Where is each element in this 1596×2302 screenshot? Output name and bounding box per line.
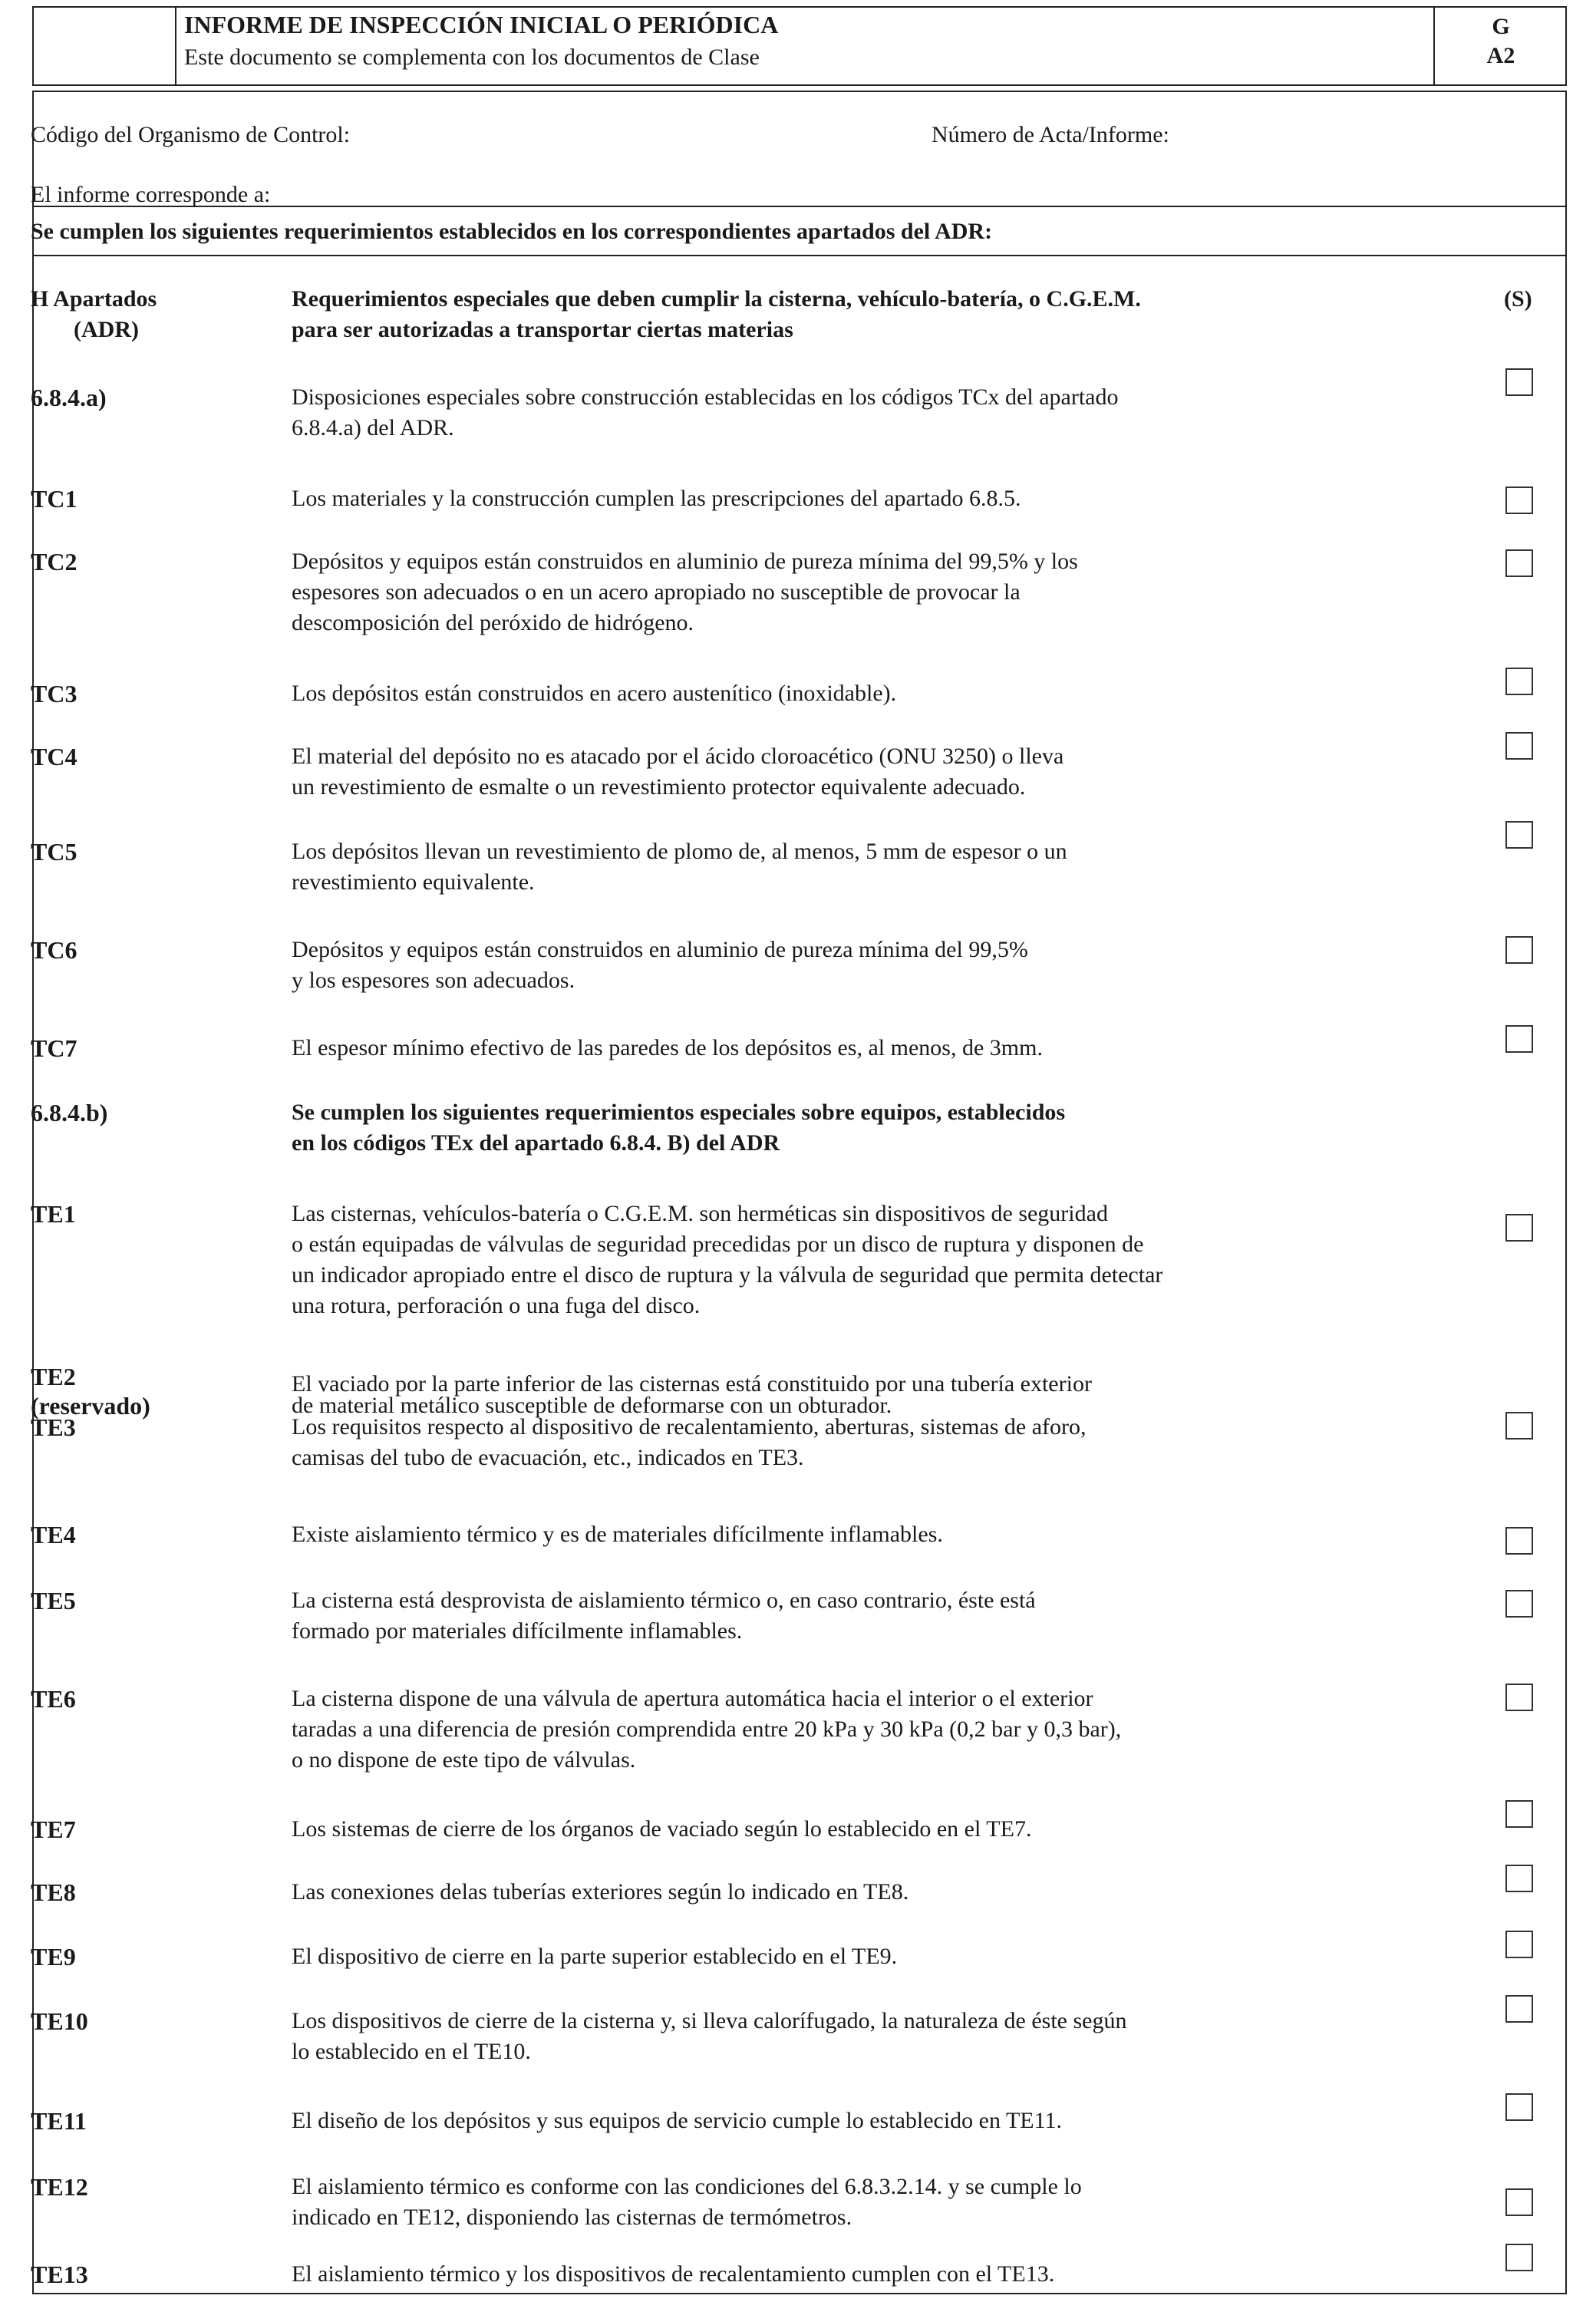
row-text: Las cisternas, vehículos-batería o C.G.E.M. son herméticas sin dispositivos de seguridad	[292, 1201, 1108, 1226]
row-text: El aislamiento térmico es conforme con las condiciones del 6.8.3.2.14. y se cumple lo	[292, 2174, 1082, 2199]
row-text: o están equipadas de válvulas de seguridad precedidas por un disco de ruptura y disponen de	[292, 1232, 1144, 1257]
row-text: La cisterna está desprovista de aislamiento térmico o, en caso contrario, éste está	[292, 1588, 1036, 1613]
checkbox[interactable]	[1505, 2244, 1533, 2271]
requirements-heading: Requerimientos especiales que deben cumplir la cisterna, vehículo-batería, o C.G.E.M.	[292, 286, 1141, 312]
row-code: TE3	[31, 1413, 76, 1441]
row-text: El espesor mínimo efectivo de las paredes de los depósitos es, al menos, de 3mm.	[292, 1035, 1043, 1060]
row-text: Los dispositivos de cierre de la cisterna y, si lleva calorífugado, la naturaleza de éste según	[292, 2008, 1127, 2033]
row-code: TC6	[31, 936, 77, 964]
intro-statement: Se cumplen los siguientes requerimientos establecidos en los correspondientes apartados del ADR:	[31, 219, 993, 244]
row-code: TE9	[31, 1943, 76, 1971]
row-text: en los códigos TEx del apartado 6.8.4. B) del ADR	[292, 1130, 780, 1156]
row-text: un indicador apropiado entre el disco de ruptura y la válvula de seguridad que permita detectar	[292, 1262, 1163, 1288]
checkbox[interactable]	[1505, 1412, 1533, 1440]
row-code: 6.8.4.a)	[31, 384, 107, 411]
row-text: Los materiales y la construcción cumplen las prescripciones del apartado 6.8.5.	[292, 486, 1021, 511]
row-code: TC1	[31, 485, 77, 513]
row-text: Depósitos y equipos están construidos en aluminio de pureza mínima del 99,5% y los	[292, 549, 1078, 574]
document-header	[32, 6, 1567, 86]
checkbox[interactable]	[1505, 1214, 1533, 1242]
checkbox[interactable]	[1505, 668, 1533, 695]
checkbox[interactable]	[1505, 1590, 1533, 1618]
document-subtitle: Este documento se complementa con los documentos de Clase	[184, 45, 760, 70]
checkbox[interactable]	[1505, 1931, 1533, 1958]
row-text: El material del depósito no es atacado por el ácido cloroacético (ONU 3250) o lleva	[292, 744, 1064, 769]
form-code-number: A2	[1486, 43, 1515, 68]
row-text: Existe aislamiento térmico y es de materiales difícilmente inflamables.	[292, 1522, 943, 1547]
row-text: formado por materiales difícilmente inflamables.	[292, 1618, 743, 1644]
row-text: y los espesores son adecuados.	[292, 968, 575, 993]
row-text: Depósitos y equipos están construidos en aluminio de pureza mínima del 99,5%	[292, 937, 1028, 962]
row-text: taradas a una diferencia de presión comprendida entre 20 kPa y 30 kPa (0,2 bar y 0,3 bar),	[292, 1717, 1122, 1742]
divider-line	[32, 255, 1567, 256]
row-text: camisas del tubo de evacuación, etc., indicados en TE3.	[292, 1445, 804, 1470]
row-code: TC5	[31, 838, 77, 866]
row-code: 6.8.4.b)	[31, 1099, 108, 1126]
checkbox[interactable]	[1505, 549, 1533, 577]
row-code: TE5	[31, 1587, 76, 1614]
row-text: un revestimiento de esmalte o un revestimiento protector equivalente adecuado.	[292, 774, 1026, 800]
row-text: La cisterna dispone de una válvula de apertura automática hacia el interior o el exterior	[292, 1686, 1093, 1711]
row-text: lo establecido en el TE10.	[292, 2039, 531, 2064]
row-text: de material metálico susceptible de deformarse con un obturador.	[292, 1393, 892, 1418]
row-text: Disposiciones especiales sobre construcción establecidas en los códigos TCx del apartado	[292, 384, 1119, 410]
row-text: indicado en TE12, disponiendo las cisternas de termómetros.	[292, 2205, 852, 2230]
row-code: TC4	[31, 743, 77, 770]
form-code-letter: G	[1492, 14, 1510, 39]
checkbox[interactable]	[1505, 1527, 1533, 1555]
organismo-label: Código del Organismo de Control:	[31, 122, 351, 147]
apartados-heading: H Apartados	[31, 286, 157, 312]
checkbox[interactable]	[1505, 1995, 1533, 2023]
row-text: Las conexiones delas tuberías exteriores según lo indicado en TE8.	[292, 1879, 909, 1905]
row-text: El vaciado por la parte inferior de las cisternas está constituido por una tubería exterior	[292, 1371, 1092, 1397]
acta-label: Número de Acta/Informe:	[932, 122, 1169, 147]
checkbox[interactable]	[1505, 1684, 1533, 1711]
s-column-heading: (S)	[1504, 286, 1532, 312]
row-code: TC3	[31, 680, 77, 707]
row-code-note: (reservado)	[31, 1392, 150, 1420]
row-text: una rotura, perforación o una fuga del disco.	[292, 1293, 701, 1318]
row-text: Los sistemas de cierre de los órganos de vaciado según lo establecido en el TE7.	[292, 1816, 1032, 1842]
header-code-cell	[1433, 8, 1567, 84]
corresponde-label: El informe corresponde a:	[31, 182, 271, 207]
row-text: Se cumplen los siguientes requerimientos especiales sobre equipos, establecidos	[292, 1100, 1066, 1125]
row-code: TE13	[31, 2261, 88, 2288]
row-code: TC7	[31, 1034, 77, 1062]
row-text: 6.8.4.a) del ADR.	[292, 415, 454, 440]
checkbox[interactable]	[1505, 486, 1533, 514]
row-text: Los depósitos llevan un revestimiento de plomo de, al menos, 5 mm de espesor o un	[292, 839, 1067, 864]
checkbox[interactable]	[1505, 1800, 1533, 1828]
row-code: TE11	[31, 2107, 87, 2135]
apartados-subheading: (ADR)	[74, 317, 139, 342]
row-text: o no dispone de este tipo de válvulas.	[292, 1747, 636, 1773]
checkbox[interactable]	[1505, 2188, 1533, 2216]
checkbox[interactable]	[1505, 1865, 1533, 1892]
row-code: TC2	[31, 548, 77, 576]
row-code: TE6	[31, 1685, 76, 1713]
row-text: Los requisitos respecto al dispositivo de recalentamiento, aberturas, sistemas de aforo,	[292, 1414, 1087, 1440]
row-text: descomposición del peróxido de hidrógeno.	[292, 610, 694, 635]
checkbox[interactable]	[1505, 368, 1533, 396]
row-code: TE1	[31, 1200, 76, 1228]
checkbox[interactable]	[1505, 2093, 1533, 2121]
row-code: TE4	[31, 1521, 76, 1548]
row-code: TE12	[31, 2173, 88, 2201]
checkbox[interactable]	[1505, 732, 1533, 760]
row-code: TE10	[31, 2007, 88, 2035]
row-code: TE7	[31, 1816, 76, 1843]
row-text: revestimiento equivalente.	[292, 869, 535, 895]
row-text: espesores son adecuados o en un acero apropiado no susceptible de provocar la	[292, 579, 1021, 605]
header-blank-cell	[34, 8, 176, 84]
checkbox[interactable]	[1505, 1025, 1533, 1053]
row-code: TE8	[31, 1878, 76, 1906]
document-title: INFORME DE INSPECCIÓN INICIAL O PERIÓDICA	[184, 11, 779, 38]
row-text: El aislamiento térmico y los dispositivos de recalentamiento cumplen con el TE13.	[292, 2261, 1055, 2287]
row-text: El dispositivo de cierre en la parte superior establecido en el TE9.	[292, 1944, 898, 1969]
row-code: TE2	[31, 1363, 76, 1390]
row-text: El diseño de los depósitos y sus equipos de servicio cumple lo establecido en TE11.	[292, 2108, 1062, 2133]
checkbox[interactable]	[1505, 936, 1533, 964]
checkbox[interactable]	[1505, 821, 1533, 849]
requirements-subheading: para ser autorizadas a transportar ciertas materias	[292, 317, 793, 342]
header-title-cell	[175, 8, 1433, 84]
row-text: Los depósitos están construidos en acero austenítico (inoxidable).	[292, 681, 897, 706]
